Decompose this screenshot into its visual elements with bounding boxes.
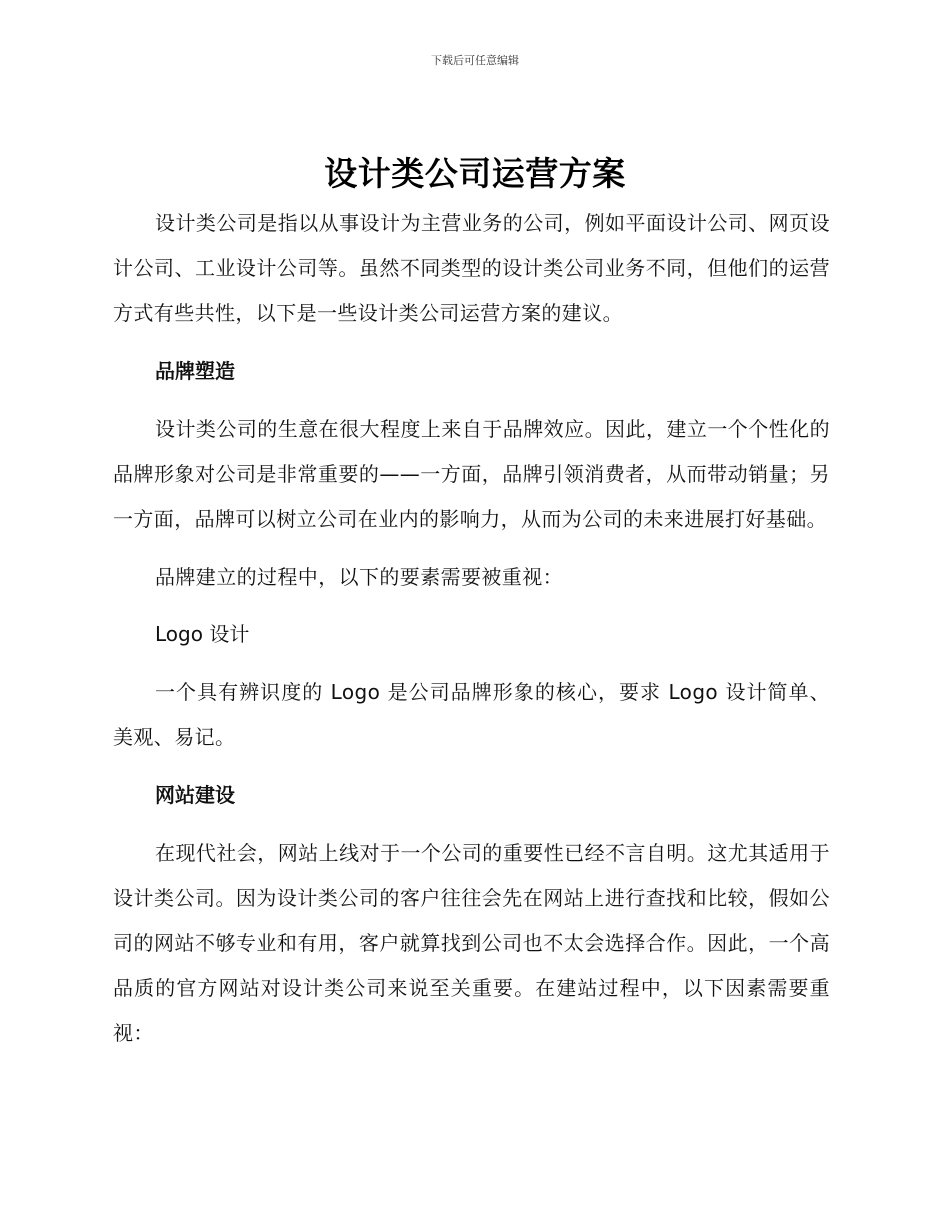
intro-paragraph: 设计类公司是指以从事设计为主营业务的公司，例如平面设计公司、网页设计公司、工业设计公司等。虽然不同类型的设计类公司业务不同，但他们的运营方式有些共性，以下是一些设计类公司运营方案的建议。	[113, 211, 830, 325]
website-paragraph: 在现代社会，网站上线对于一个公司的重要性已经不言自明。这尤其适用于设计类公司。因为设计类公司的客户往往会先在网站上进行查找和比较，假如公司的网站不够专业和有用，客户就算找到公司也不太会选择合作。因此，一个高品质的官方网站对设计类公司来说至关重要。在建站过程中，以下因素需要重视：	[113, 841, 830, 1045]
logo-paragraph: 一个具有辨识度的 Logo 是公司品牌形象的核心，要求 Logo 设计简单、美观、易记。	[113, 680, 830, 749]
document-body	[113, 201, 830, 1056]
brand-elements-paragraph: 品牌建立的过程中，以下的要素需要被重视：	[155, 565, 563, 589]
page-header-note: 下载后可任意编辑	[431, 54, 519, 67]
section-heading-brand: 品牌塑造	[155, 359, 235, 383]
section-heading-website: 网站建设	[155, 783, 235, 807]
subsection-heading-logo: Logo 设计	[155, 622, 250, 646]
brand-paragraph: 设计类公司的生意在很大程度上来自于品牌效应。因此，建立一个个性化的品牌形象对公司是非常重要的——一方面，品牌引领消费者，从而带动销量；另一方面，品牌可以树立公司在业内的影响力，从而为公司的未来进展打好基础。	[113, 417, 830, 531]
document-title: 设计类公司运营方案	[324, 154, 626, 193]
